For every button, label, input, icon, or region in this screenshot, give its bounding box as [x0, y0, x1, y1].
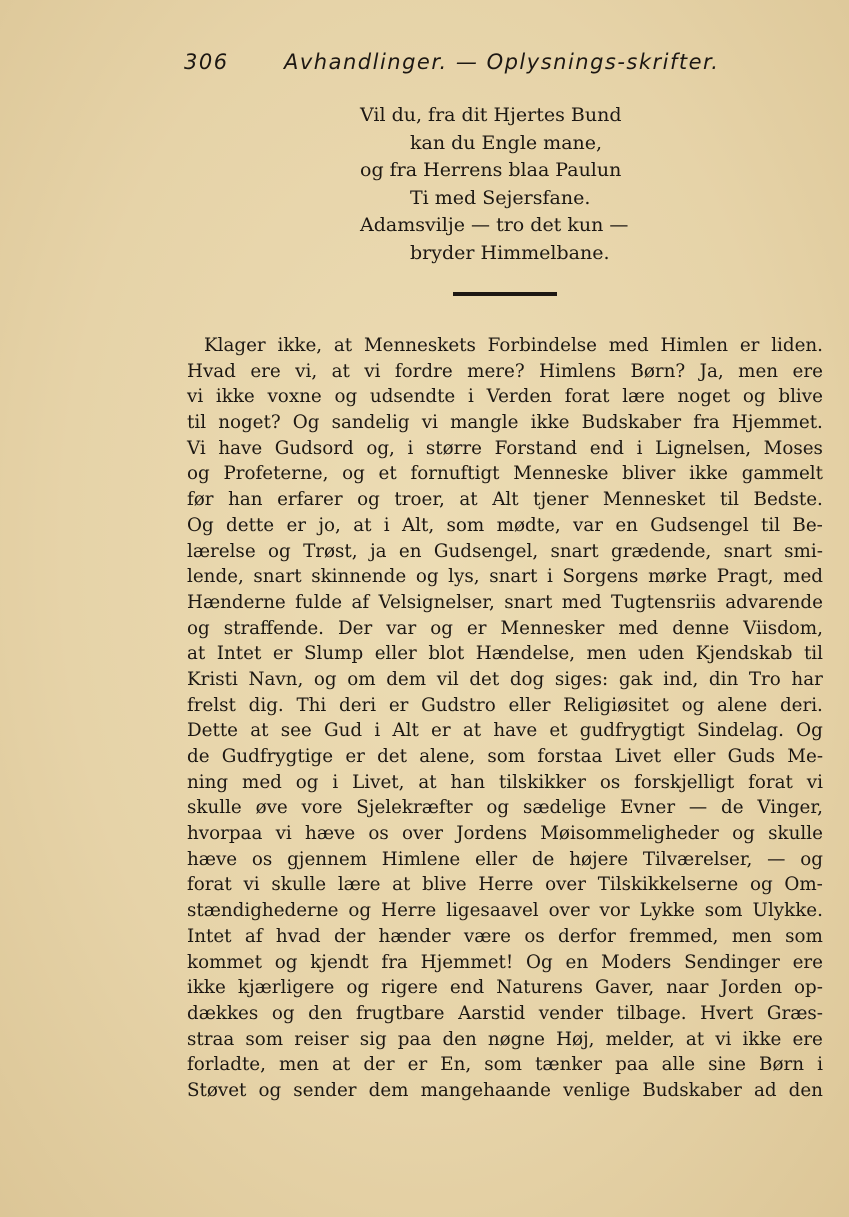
text-line: kommet og kjendt fra Hjemmet! Og en Moders Sendinger ere — [187, 951, 823, 973]
text-line: Intet af hvad der hænder være os derfor fremmed, men som — [187, 925, 823, 947]
text-line: Dette at see Gud i Alt er at have et gudfrygtigt Sindelag. Og — [187, 720, 823, 742]
text-line: vi ikke voxne og udsendte i Verden forat lære noget og blive — [187, 386, 823, 408]
text-line: Klager ikke, at Menneskets Forbindelse med Himlen er liden. — [204, 335, 823, 356]
text-line: frelst dig. Thi deri er Gudstro eller Religiøsitet og alene deri. — [187, 694, 823, 716]
text-line: ning med og i Livet, at han tilskikker os forskjelligt forat vi — [187, 771, 823, 793]
poem-line: bryder Himmelbane. — [410, 241, 610, 264]
running-title: Avhandlinger. — Oplysnings-skrifter. — [284, 50, 720, 74]
page-number: 306 — [184, 50, 229, 74]
poem-line: Adamsvilje — tro det kun — — [360, 214, 629, 236]
poem-line: kan du Engle mane, — [410, 131, 603, 154]
text-line: forat vi skulle lære at blive Herre over Tilskikkelserne og Om- — [187, 874, 823, 896]
text-line: Og dette er jo, at i Alt, som mødte, var en Gudsengel til Be- — [187, 514, 823, 536]
text-line: skulle øve vore Sjelekræfter og sædelige Evner — de Vinger, — [187, 797, 823, 819]
text-line: dækkes og den frugtbare Aarstid vender tilbage. Hvert Græs- — [187, 1002, 823, 1024]
text-line: lærelse og Trøst, ja en Gudsengel, snart grædende, snart smi- — [187, 540, 823, 562]
page-header — [184, 50, 744, 80]
text-line: Hænderne fulde af Velsignelser, snart med Tugtensriis advarende — [187, 591, 823, 613]
text-line: Kristi Navn, og om dem vil det dog siges: gak ind, din Tro har — [187, 668, 823, 690]
poem-line: Vil du, fra dit Hjertes Bund — [360, 104, 622, 126]
text-line: straa som reiser sig paa den nøgne Høj, melder, at vi ikke ere — [187, 1028, 823, 1050]
text-line: til noget? Og sandelig vi mangle ikke Budskaber fra Hjemmet. — [187, 412, 823, 434]
text-line: ikke kjærligere og rigere end Naturens Gaver, naar Jorden op- — [187, 977, 823, 999]
poem-line: Ti med Sejersfane. — [410, 186, 591, 209]
text-line: Vi have Gudsord og, i større Forstand end i Lignelsen, Moses — [187, 437, 823, 459]
text-line: forladte, men at der er En, som tænker paa alle sine Børn i — [187, 1054, 823, 1076]
text-line: at Intet er Slump eller blot Hændelse, men uden Kjendskab til — [187, 643, 823, 665]
text-line: og Profeterne, og et fornuftigt Menneske bliver ikke gammelt — [187, 463, 823, 485]
text-line: Støvet og sender dem mangehaande venlige Budskaber ad den — [187, 1079, 823, 1101]
text-line: Hvad ere vi, at vi fordre mere? Himlens Børn? Ja, men ere — [187, 360, 823, 382]
text-line: de Gudfrygtige er det alene, som forstaa Livet eller Guds Me- — [187, 746, 823, 767]
text-line: før han erfarer og troer, at Alt tjener Mennesket til Bedste. — [187, 489, 823, 511]
section-divider — [453, 292, 557, 296]
text-line: hæve os gjennem Himlene eller de højere Tilværelser, — og — [187, 848, 823, 870]
text-line: og straffende. Der var og er Mennesker med denne Viisdom, — [187, 617, 823, 639]
poem-stanza — [360, 102, 720, 267]
poem-line: og fra Herrens blaa Paulun — [360, 159, 622, 181]
text-line: lende, snart skinnende og lys, snart i Sorgens mørke Pragt, med — [187, 566, 823, 588]
text-line: stændighederne og Herre ligesaavel over vor Lykke som Ulykke. — [187, 900, 823, 922]
body-paragraph — [187, 333, 823, 1104]
text-line: hvorpaa vi hæve os over Jordens Møisommeligheder og skulle — [187, 823, 823, 845]
